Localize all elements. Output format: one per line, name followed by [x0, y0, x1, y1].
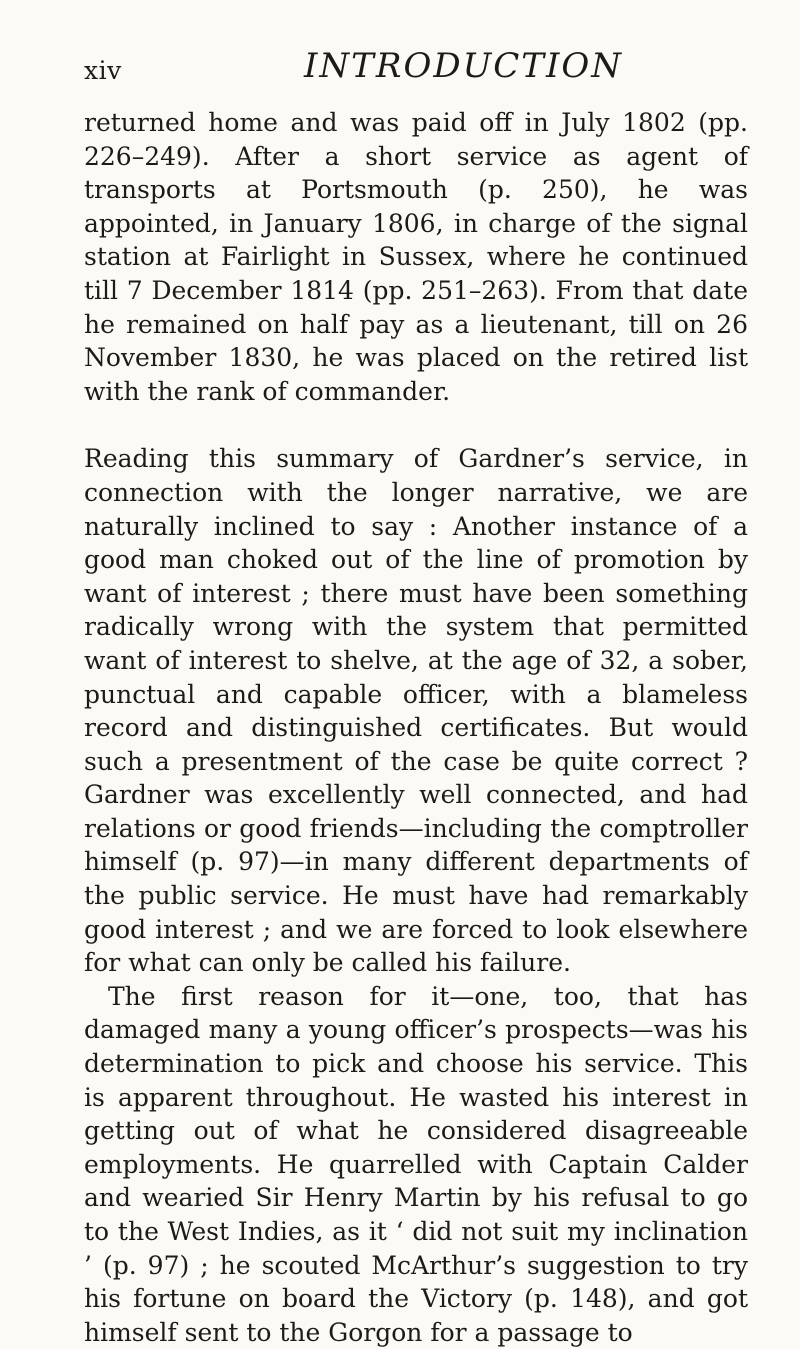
paragraph-1: returned home and was paid off in July 1802 (pp. 226–249). After a short service as agent of transports at Portsmouth (p. 250), he was appointed, in January 1806, in charge of the signal station at Fairlight in Sussex, where he continued till 7 December 1814 (pp. 251–263). From that date he remained on half pay as a lieutenant, till on 26 November 1830, he was placed on the retired list with the rank of commander. [84, 108, 748, 406]
running-title: INTRODUCTION [304, 46, 623, 86]
paragraph-3: The first reason for it—one, too, that has damaged many a young officer’s prospects—was his determination to pick and choose his service. This is apparent throughout. He wasted his interest in getting out of what he considered disagreeable employments. He quarrelled with Captain Calder and wearied Sir Henry Martin by his refusal to go to the West Indies, as it ‘ did not suit my inclination ’ (p. 97) ; he scouted McArthur’s suggestion to try his fortune on board the Victory (p. 148), and got himself sent to the Gorgon for a passage to [84, 981, 748, 1347]
paragraph-2: Reading this summary of Gardner’s service, in connection with the longer narrative, we are naturally inclined to say : Another instance of a good man choked out of the line of promotion by want of interest ; there must have been something radically wrong with the system that permitted want of interest to shelve, at the age of 32, a sober, punctual and capable officer, with a blameless record and distinguished certificates. But would such a presentment of the case be quite correct ? Gardner was excellently well connected, and had relations or good friends—including the comptroller himself (p. 97)—in many different departments of the public service. He must have had remarkably good interest ; and we are forced to look elsewhere for what can only be called his failure. [84, 444, 748, 978]
page-number: xiv [84, 56, 122, 85]
running-head [84, 46, 744, 96]
body-text [84, 106, 748, 1349]
